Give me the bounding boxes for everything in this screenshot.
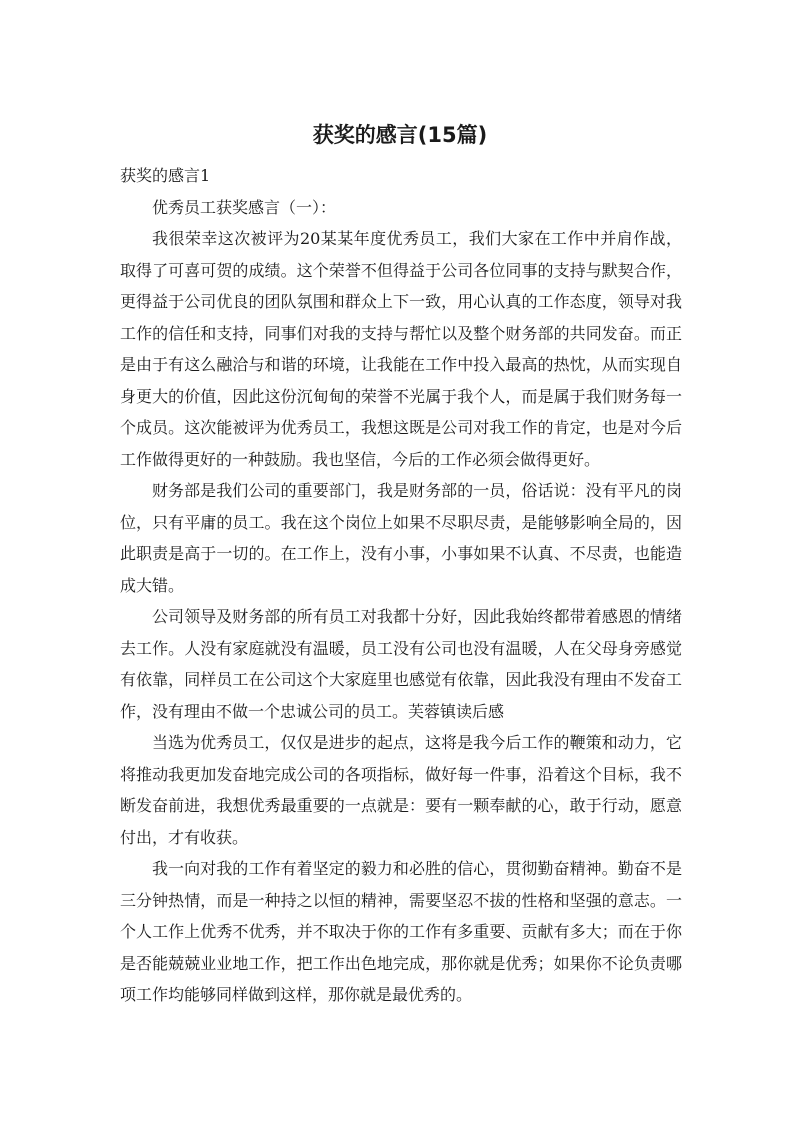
paragraph-5: 我一向对我的工作有着坚定的毅力和必胜的信心，贯彻勤奋精神。勤奋不是三分钟热情，而是一种持之以恒的精神，需要坚忍不拔的性格和坚强的意志。一个人工作上优秀不优秀，并不取决于你的工作有多重要、贡献有多大；而在于你是否能兢兢业业地工作，把工作出色地完成，那你就是优秀；如果你不论负责哪项工作均能够同样做到这样，那你就是最优秀的。 — [120, 859, 682, 1004]
paragraph-4: 当选为优秀员工，仅仅是进步的起点，这将是我今后工作的鞭策和动力，它将推动我更加发奋地完成公司的各项指标，做好每一件事，沿着这个目标，我不断发奋前进，我想优秀最重要的一点就是：要有一颗奉献的心，敢于行动，愿意付出，才有收获。 — [120, 733, 682, 847]
paragraph-1: 我很荣幸这次被评为20某某年度优秀员工，我们大家在工作中并肩作战，取得了可喜可贺的成绩。这个荣誉不但得益于公司各位同事的支持与默契合作，更得益于公司优良的团队氛围和群众上下一致，用心认真的工作态度，领导对我工作的信任和支持，同事们对我的支持与帮忙以及整个财务部的共同发奋。而正是由于有这么融洽与和谐的环境，让我能在工作中投入最高的热忱，从而实现自身更大的价值，因此这份沉甸甸的荣誉不光属于我个人，而是属于我们财务每一个成员。这次能被评为优秀员工，我想这既是公司对我工作的肯定，也是对今后工作做得更好的一种鼓励。我也坚信，今后的工作必须会做得更好。 — [120, 229, 682, 469]
paragraph-2: 财务部是我们公司的重要部门，我是财务部的一员，俗话说：没有平凡的岗位，只有平庸的员工。我在这个岗位上如果不尽职尽责，是能够影响全局的，因此职责是高于一切的。在工作上，没有小事，小事如果不认真、不尽责，也能造成大错。 — [120, 481, 682, 595]
document-body — [120, 160, 682, 1011]
section-heading: 获奖的感言1 — [120, 166, 211, 185]
paragraph-3: 公司领导及财务部的所有员工对我都十分好，因此我始终都带着感恩的情绪去工作。人没有家庭就没有温暖，员工没有公司也没有温暖，人在父母身旁感觉有依靠，同样员工在公司这个大家庭里也感觉有依靠，因此我没有理由不发奋工作，没有理由不做一个忠诚公司的员工。芙蓉镇读后感 — [120, 607, 682, 721]
subheading: 优秀员工获奖感言（一）： — [152, 197, 337, 217]
document-title: 获奖的感言(15篇) — [312, 123, 488, 147]
